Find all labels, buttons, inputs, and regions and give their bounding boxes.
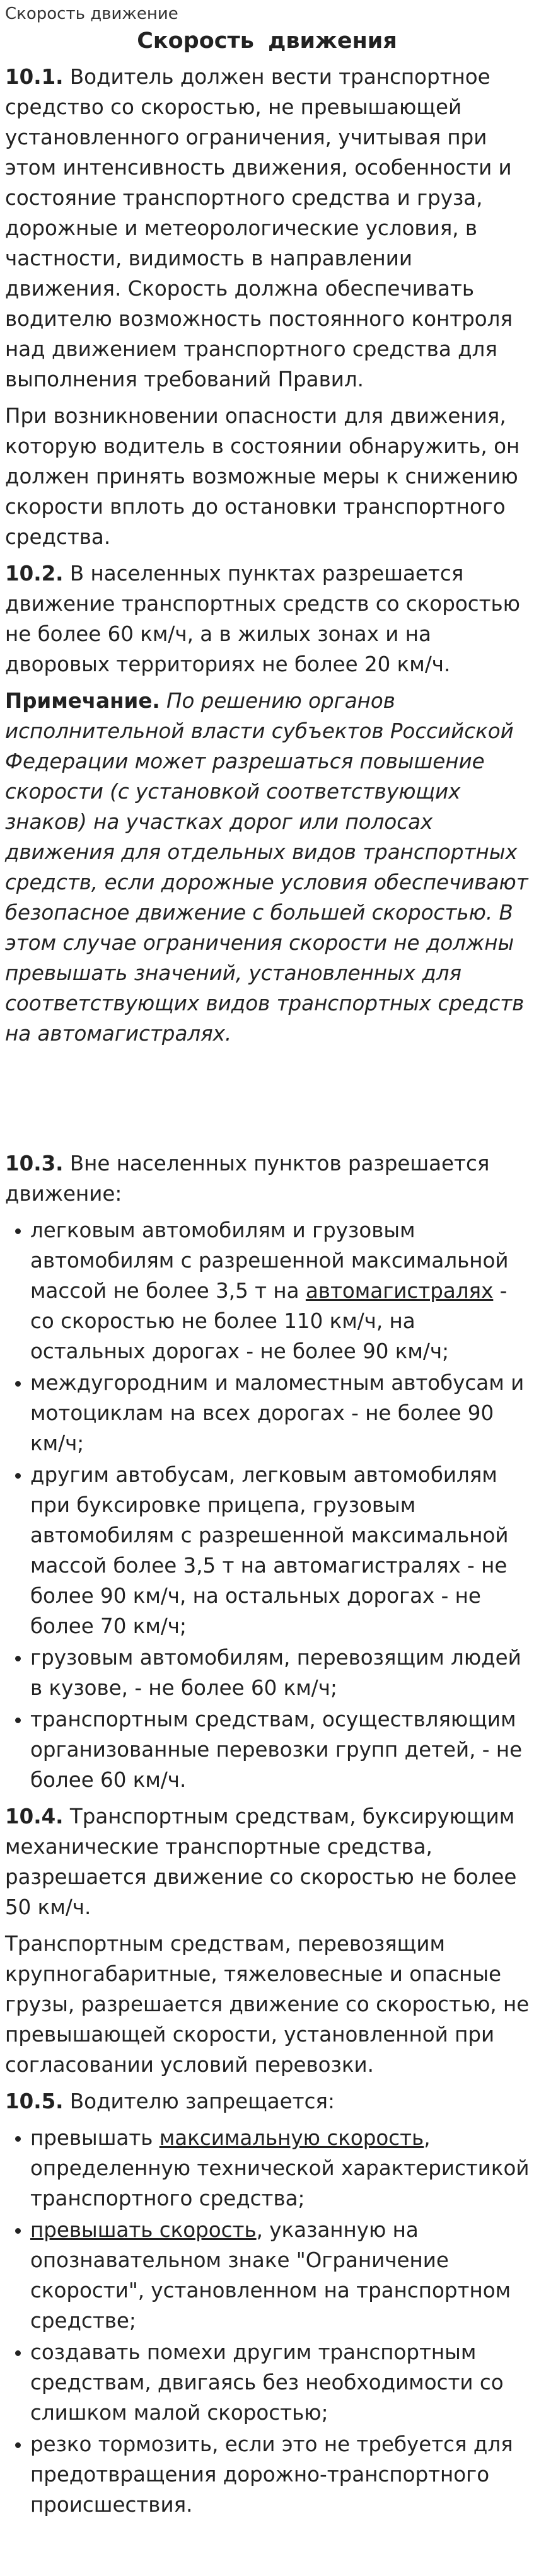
link-max-speed[interactable]: максимальную скорость (159, 2126, 424, 2150)
note (5, 686, 531, 1049)
note-label: Примечание. (5, 689, 160, 713)
section-10-5-list (5, 2123, 531, 2520)
section-10-2 (5, 558, 531, 679)
section-text: Транспортным средствам, буксирующим механические транспортные средства, разрешается движение со скоростью не более 50 км/ч. (5, 1805, 517, 1919)
section-10-5 (5, 2086, 531, 2117)
section-10-3-list (5, 1215, 531, 1795)
list-item: резко тормозить, если это не требуется для предотвращения дорожно-транспортного происшествия. (30, 2429, 531, 2520)
spacer (5, 1055, 531, 1148)
document-body (5, 62, 531, 2526)
section-text: В населенных пунктах разрешается движение транспортных средств со скоростью не более 60 км/ч, а в жилых зонах и на дворовых территориях не более 20 км/ч. (5, 562, 521, 676)
list-item (30, 2215, 531, 2336)
list-item: создавать помехи другим транспортным средствам, двигаясь без необходимости со слишком малой скоростью; (30, 2337, 531, 2428)
list-item-text: превышать (30, 2126, 160, 2150)
section-10-3 (5, 1148, 531, 1209)
list-item (30, 1215, 531, 1366)
link-exceed-speed[interactable]: превышать скорость (30, 2218, 257, 2242)
section-number: 10.2. (5, 562, 64, 586)
section-text: Вне населенных пунктов разрешается движение: (5, 1152, 490, 1206)
list-item-text: , указанную на опознавательном знаке "Ограничение скорости", установленном на транспортном средстве; (30, 2218, 511, 2333)
list-item: междугородним и маломестным автобусам и мотоциклам на всех дорогах - не более 90 км/ч; (30, 1368, 531, 1458)
section-text: Водителю запрещается: (63, 2089, 335, 2113)
list-item: грузовым автомобилям, перевозящим людей в кузове, - не более 60 км/ч; (30, 1643, 531, 1703)
section-10-1 (5, 62, 531, 395)
section-10-4 (5, 1801, 531, 1922)
list-item-text: - со скоростью не более 110 км/ч, на остальных дорогах - не более 90 км/ч; (30, 1279, 508, 1363)
section-number: 10.3. (5, 1152, 64, 1175)
section-number: 10.5. (5, 2089, 64, 2113)
section-number: 10.1. (5, 65, 64, 89)
page-title: Скорость движения (137, 28, 397, 54)
list-item-text: , определенную технической характеристикой транспортного средства; (30, 2126, 530, 2210)
link-autobahn[interactable]: автомагистралях (305, 1279, 494, 1303)
list-item (30, 2123, 531, 2214)
section-text: Водитель должен вести транспортное средство со скоростью, не превышающей установленного ограничения, учитывая при этом интенсивность движения, особенности и состояние транспортного средства и груза, дорожные и метеорологические условия, в частности, видимость в направлении движения. Скорость должна обеспечивать водителю возможность постоянного контроля над движением транспортного средства для выполнения требований Правил. (5, 65, 513, 391)
note-text: По решению органов исполнительной власти субъектов Российской Федерации может разрешаться повышение скорости (с установкой соответствующих знаков) на участках дорог или полосах движения для отдельных видов транспортных средств, если дорожные условия обеспечивают безопасное движение с большей скоростью. В этом случае ограничения скорости не должны превышать значений, установленных для соответствующих видов транспортных средств на автомагистралях. (5, 689, 528, 1046)
list-item-text: легковым автомобилям и грузовым автомобилям с разрешенной максимальной массой не более 3,5 т на (30, 1218, 509, 1303)
section-10-1-paragraph-2: При возникновении опасности для движения, которую водитель в состоянии обнаружить, он должен принять возможные меры к снижению скорости вплоть до остановки транспортного средства. (5, 404, 520, 549)
tab-title: Скорость движение (5, 4, 178, 23)
list-item: транспортным средствам, осуществляющим организованные перевозки групп детей, - не более 60 км/ч. (30, 1704, 531, 1795)
section-10-4-paragraph-2: Транспортным средствам, перевозящим крупногабаритные, тяжеловесные и опасные грузы, разрешается движение со скоростью, не превышающей скорости, установленной при согласовании условий перевозки. (5, 1932, 530, 2077)
section-number: 10.4. (5, 1805, 64, 1828)
list-item: другим автобусам, легковым автомобилям при буксировке прицепа, грузовым автомобилям с разрешенной максимальной массой более 3,5 т на автомагистралях - не более 90 км/ч, на остальных дорогах - не более 70 км/ч; (30, 1460, 531, 1641)
